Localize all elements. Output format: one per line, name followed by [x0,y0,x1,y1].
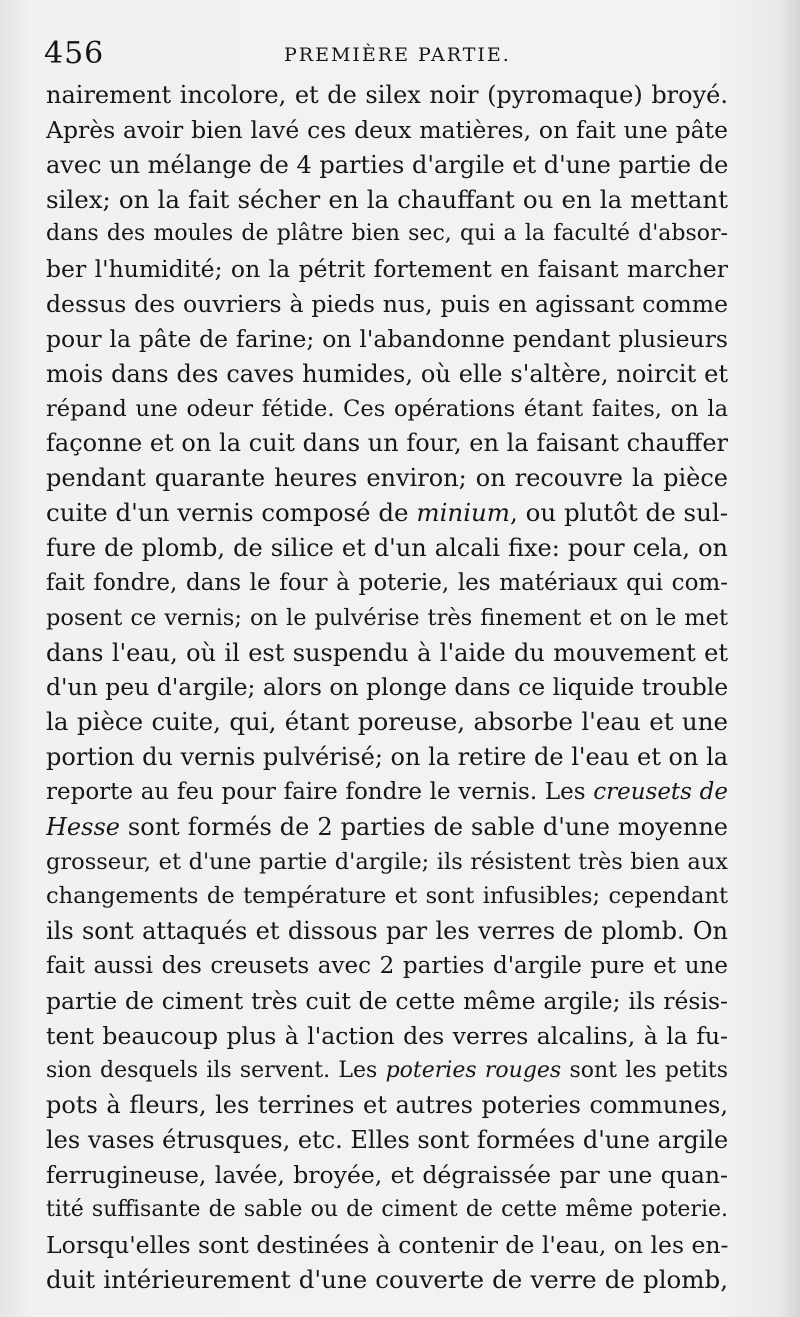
text-segment: ber l'humidité; on la pétrit fortement en faisant marcher [46,255,728,284]
text-line [46,601,728,636]
text-line [46,914,728,949]
text-segment: d'un peu d'argile; alors on plonge dans ce liquide trouble [46,673,728,702]
text-line [46,566,728,601]
text-segment: , ou plutôt de sul- [510,498,728,528]
page-number: 456 [44,36,105,71]
running-head: PREMIÈRE PARTIE. [284,44,511,66]
text-line [46,322,728,357]
text-line [46,810,728,845]
text-segment: tent beaucoup plus à l'action des verres alcalins, à la fu- [46,1021,728,1050]
text-segment: dans des moules de plâtre bien sec, qui a la faculté d'absor- [46,221,728,247]
text-line [46,217,728,252]
text-segment: pots à fleurs, les terrines et autres poteries communes, [46,1091,728,1120]
italic-term: Hesse [46,812,120,841]
text-segment: cuite d'un vernis composé de [46,498,417,528]
text-segment: partie de ciment très cuit de cette même argile; ils résis- [46,986,728,1015]
text-line [46,1263,728,1298]
text-line [46,705,728,740]
text-line [46,426,728,461]
text-line [46,357,728,392]
text-line [46,252,728,287]
text-segment: grosseur, et d'une partie d'argile; ils résistent très bien aux [46,848,728,875]
text-segment: sont les petits [561,1057,728,1083]
text-line [46,949,728,984]
text-line [46,496,728,531]
text-segment: silex; on la fait sécher en la chauffant ou en la mettant [46,184,728,214]
text-segment: pour la pâte de farine; on l'abandonne pendant plusieurs [46,324,728,353]
body-text [46,78,728,1298]
text-segment: fure de plomb, de silice et d'un alcali fixe: pour cela, on [46,533,728,562]
text-line [46,740,728,775]
text-segment: Lorsqu'elles sont destinées à contenir de l'eau, on les en- [46,1230,728,1259]
text-line [46,1228,728,1263]
text-segment: posent ce vernis; on le pulvérise très finement et on le met [46,604,728,631]
text-line [46,78,728,113]
text-segment: portion du vernis pulvérisé; on la retire de l'eau et on la [46,743,728,772]
text-segment: la pièce cuite, qui, étant poreuse, absorbe l'eau et une [46,707,728,737]
text-line [46,984,728,1019]
text-line [46,461,728,496]
text-segment: pendant quarante heures environ; on recouvre la pièce [46,464,728,493]
italic-term: creusets de [593,778,728,805]
text-segment: reporte au feu pour faire fondre le vernis. Les [46,778,594,805]
text-line [46,636,728,671]
text-line [46,531,728,566]
text-segment: avec un mélange de 4 parties d'argile et d'une partie de [46,150,728,179]
text-segment: les vases étrusques, etc. Elles sont formées d'une argile [46,1126,728,1155]
text-segment: dans l'eau, où il est suspendu à l'aide du mouvement et [46,638,728,667]
italic-term: poteries rouges [385,1057,562,1083]
text-segment: nairement incolore, et de silex noir (pyromaque) broyé. [46,81,728,109]
text-line [46,879,728,914]
italic-term: minium [416,498,511,528]
text-line [46,148,728,183]
text-segment: Après avoir bien lavé ces deux matières, on fait une pâte [46,115,728,144]
text-segment: sont formés de 2 parties de sable d'une moyenne [119,812,728,841]
text-segment: répand une odeur fétide. Ces opérations étant faites, on la [46,395,728,422]
text-segment: dessus des ouvriers à pieds nus, puis en agissant comme [46,290,728,319]
text-segment: tité suffisante de sable ou de ciment de cette même poterie. [46,1197,728,1222]
text-line [46,183,728,218]
text-segment: fait fondre, dans le four à poterie, les matériaux qui com- [46,569,728,596]
text-line [46,845,728,880]
text-line [46,1158,728,1193]
text-segment: ils sont attaqués et dissous par les verres de plomb. On [46,917,728,946]
text-line [46,670,728,705]
text-line [46,287,728,322]
text-segment: fait aussi des creusets avec 2 parties d'argile pure et une [46,953,728,980]
text-segment: changements de température et sont infusibles; cependant [46,883,728,910]
text-line [46,775,728,810]
text-line [46,1019,728,1054]
text-line [46,392,728,427]
text-line [46,1193,728,1228]
text-segment: ferrugineuse, lavée, broyée, et dégraissée par une quan- [46,1161,728,1190]
text-line [46,1088,728,1123]
text-segment: duit intérieurement d'une couverte de verre de plomb, [46,1264,728,1294]
text-line [46,1123,728,1158]
text-segment: mois dans des caves humides, où elle s'altère, noircit et [46,359,728,388]
text-line [46,1054,728,1089]
page-header [44,34,734,74]
text-segment: sion desquels ils servent. Les [46,1057,386,1083]
text-segment: façonne et on la cuit dans un four, en la faisant chauffer [46,429,728,458]
text-line [46,113,728,148]
